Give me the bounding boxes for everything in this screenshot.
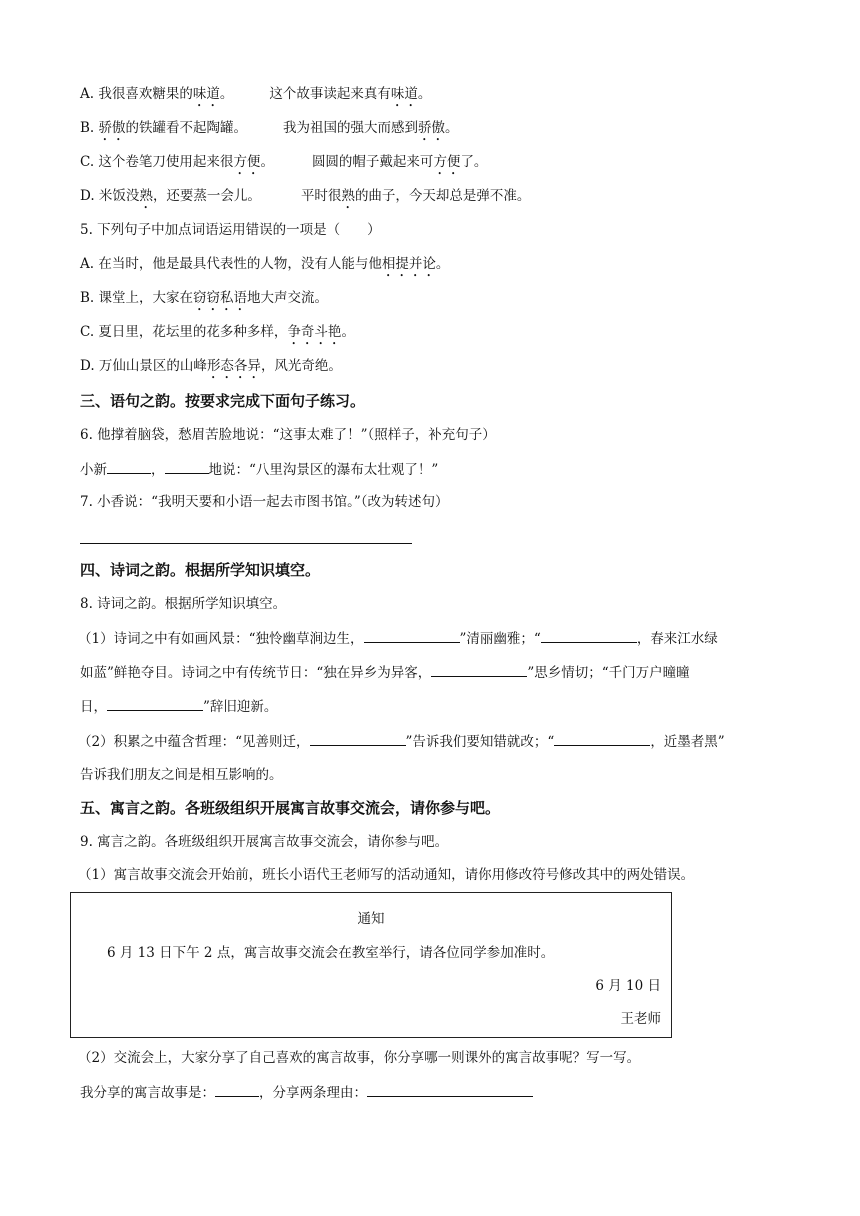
dotted-word: 方便	[433, 154, 461, 170]
dotted-word: 方便	[233, 154, 261, 170]
dotted-word: 争奇斗艳	[287, 324, 342, 340]
q8-line-3: 日， ”辞旧迎新。	[80, 696, 277, 717]
answer-blank[interactable]	[310, 731, 406, 746]
dotted-word: 熟	[139, 188, 153, 204]
notice-body: 6 月 13 日下午 2 点，寓言故事交流会在教室举行，请各位同学参加准时。	[107, 945, 555, 961]
q7-stem: 7. 小香说：“我明天要和小语一起去市图书馆。”（改为转述句）	[80, 494, 449, 510]
dotted-word: 味道	[192, 86, 220, 102]
notice-signer: 王老师	[620, 1011, 661, 1027]
q8-line-5: 告诉我们朋友之间是相互影响的。	[80, 767, 283, 783]
q8-line-1: （1）诗词之中有如画风景：“独怜幽草涧边生， ”清丽幽雅；“ ，春来江水绿	[78, 628, 718, 649]
q5-option-a: A. 在当时，他是最具代表性的人物，没有人能与他相提并论。	[80, 256, 450, 272]
answer-blank[interactable]	[215, 1082, 259, 1097]
q8-line-4: （2）积累之中蕴含哲理：“见善则迁， ”告诉我们要知错就改；“ ，近墨者黑”	[78, 731, 725, 752]
q9-part-1: （1）寓言故事交流会开始前，班长小语代王老师写的活动通知，请你用修改符号修改其中的两处错误。	[78, 867, 695, 883]
dotted-word: 骄傲	[418, 120, 446, 136]
answer-blank[interactable]	[554, 731, 650, 746]
q4-option-b: B. 骄傲的铁罐看不起陶罐。 我为祖国的强大而感到骄傲。	[80, 120, 459, 136]
dotted-word: 骄傲	[98, 120, 126, 136]
dotted-word: 窃窃私语	[193, 290, 248, 306]
q4-option-a: A. 我很喜欢糖果的味道。 这个故事读起来真有味道。	[80, 86, 432, 102]
dotted-word: 形态各异	[206, 358, 261, 374]
q8-stem: 8. 诗词之韵。根据所学知识填空。	[80, 596, 287, 612]
answer-blank[interactable]	[367, 1082, 533, 1097]
dotted-word: 相提并论	[381, 256, 436, 272]
q9-stem: 9. 寓言之韵。各班级组织开展寓言故事交流会，请你参与吧。	[80, 834, 449, 850]
notice-box	[70, 892, 672, 1038]
answer-blank[interactable]	[364, 628, 460, 643]
q6-stem: 6. 他撑着脑袋，愁眉苦脸地说：“这事太难了！”（照样子，补充句子）	[80, 427, 496, 443]
q9-answer-line: 我分享的寓言故事是： ，分享两条理由：	[80, 1082, 533, 1103]
q6-answer-line: 小新 ， 地说：“八里沟景区的瀑布太壮观了！”	[80, 459, 438, 480]
dotted-word: 熟	[341, 188, 355, 204]
q4-option-d: D. 米饭没熟，还要蒸一会儿。 平时很熟的曲子，今天却总是弹不准。	[80, 188, 531, 204]
answer-blank[interactable]	[165, 459, 209, 474]
q5-option-c: C. 夏日里，花坛里的花多种多样，争奇斗艳。	[80, 324, 355, 340]
q9-part-2: （2）交流会上，大家分享了自己喜欢的寓言故事，你分享哪一则课外的寓言故事呢？写一写。	[78, 1050, 641, 1066]
notice-date: 6 月 10 日	[595, 978, 661, 994]
section-4-heading: 四、诗词之韵。根据所学知识填空。	[80, 561, 321, 579]
q5-option-d: D. 万仙山景区的山峰形态各异，风光奇绝。	[80, 358, 342, 374]
answer-blank[interactable]	[107, 459, 151, 474]
section-3-heading: 三、语句之韵。按要求完成下面句子练习。	[80, 392, 366, 410]
section-5-heading: 五、寓言之韵。各班级组织开展寓言故事交流会，请你参与吧。	[80, 799, 501, 817]
answer-blank[interactable]	[431, 662, 527, 677]
notice-title: 通知	[357, 911, 385, 927]
q5-option-b: B. 课堂上，大家在窃窃私语地大声交流。	[80, 290, 329, 306]
answer-blank[interactable]	[107, 696, 203, 711]
q7-answer-line[interactable]	[80, 543, 412, 544]
q8-line-2: 如蓝”鲜艳夺目。诗词之中有传统节日：“独在异乡为异客， ”思乡情切；“千门万户曈曈	[80, 662, 690, 683]
q4-option-c: C. 这个卷笔刀使用起来很方便。 圆圆的帽子戴起来可方便了。	[80, 154, 488, 170]
answer-blank[interactable]	[541, 628, 637, 643]
dotted-word: 味道	[390, 86, 418, 102]
q5-stem: 5. 下列句子中加点词语运用错误的一项是（ ）	[80, 222, 381, 238]
